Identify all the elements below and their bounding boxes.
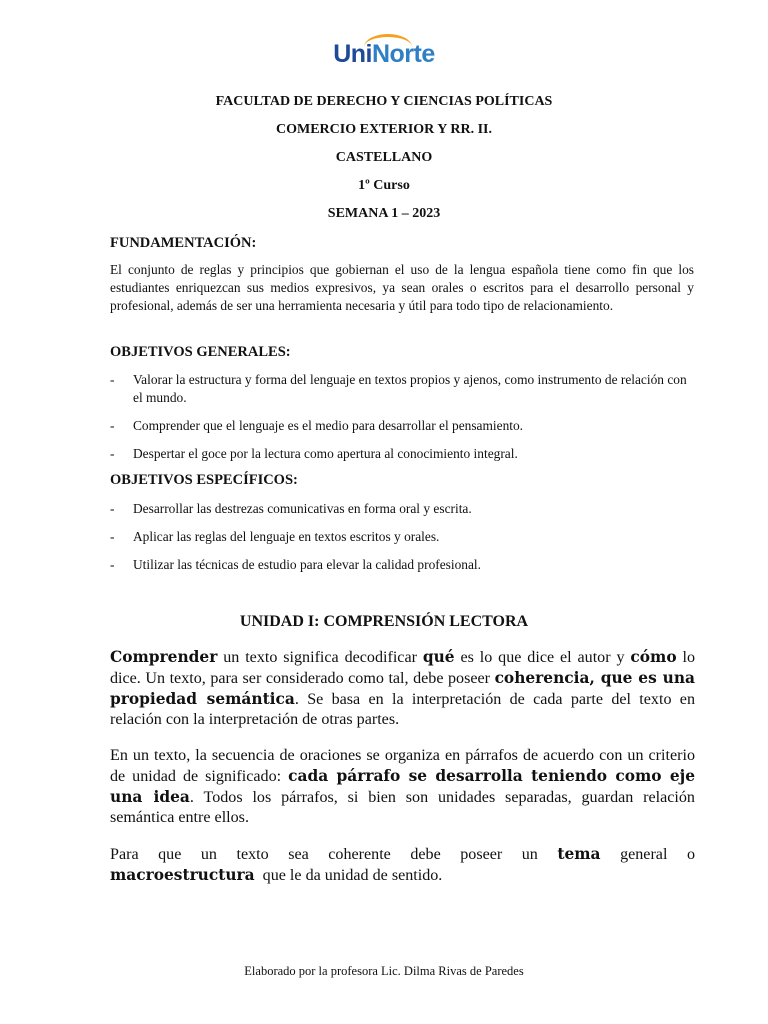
objetivos-especificos-heading: OBJETIVOS ESPECÍFICOS: — [110, 472, 298, 488]
fundamentacion-heading: FUNDAMENTACIÓN: — [110, 235, 257, 251]
body-text: En un texto, la secuencia de oraciones se organiza en párrafos de acuerdo con un criterio de unidad de significado: — [110, 747, 695, 785]
unit-title: UNIDAD I: COMPRENSIÓN LECTORA — [239, 613, 529, 630]
body-text: que le da unidad de sentido. — [254, 867, 443, 884]
list-item — [110, 445, 696, 463]
subject-title: CASTELLANO — [335, 150, 433, 165]
bold-text: coherencia, que es una propiedad semántica — [110, 669, 695, 708]
logo-arc-icon — [364, 34, 412, 47]
course-title: 1º Curso — [358, 178, 410, 193]
bold-text: macroestructura — [110, 866, 255, 884]
body-text: es lo que dice el autor y — [454, 649, 631, 666]
week-title: SEMANA 1 – 2023 — [327, 206, 441, 221]
paragraph-line — [110, 844, 695, 865]
bullet-marker: - — [110, 557, 115, 572]
list-item — [110, 500, 696, 518]
body-text: Para que un texto sea coherente debe poseer un — [110, 846, 558, 863]
fundamentacion-text: El conjunto de reglas y principios que gobiernan el uso de la lengua española tiene como fin que los estudiantes enriquezcan sus medios expresivos, ya sean orales o escritos para el desarrollo personal y profesional, además de ser una herramienta necesaria y útil para todo tipo de relacionamiento. — [110, 262, 694, 314]
bullet-marker: - — [110, 501, 115, 516]
list-item-text: Valorar la estructura y forma del lenguaje en textos propios y ajenos, como instrumento de relación con el mundo. — [133, 372, 687, 405]
bullet-marker: - — [110, 372, 115, 387]
list-item — [110, 417, 696, 435]
logo-norte: Norte — [371, 40, 435, 68]
unit-paragraph-1 — [110, 647, 695, 730]
paragraph-line — [110, 865, 695, 886]
bold-text: tema — [557, 845, 601, 863]
list-item-text: Utilizar las técnicas de estudio para elevar la calidad profesional. — [133, 557, 481, 572]
unit-paragraph-2 — [110, 746, 695, 828]
bold-text: Comprender — [110, 648, 218, 666]
list-item-text: Aplicar las reglas del lenguaje en textos escritos y orales. — [133, 529, 440, 544]
body-text: un texto significa decodificar — [217, 649, 423, 666]
page-footer: Elaborado por la profesora Lic. Dilma Rivas de Paredes — [244, 964, 524, 978]
logo-uni: Uni — [333, 40, 372, 68]
list-item — [110, 528, 696, 546]
bullet-marker: - — [110, 529, 115, 544]
faculty-title: FACULTAD DE DERECHO Y CIENCIAS POLÍTICAS — [215, 94, 553, 109]
body-text: lo dice. Un texto, para ser considerado como tal, debe poseer — [110, 649, 696, 687]
uninorte-logo — [0, 38, 768, 70]
list-item — [110, 556, 696, 574]
body-text: . Todos los párrafos, si bien son unidades separadas, guardan relación semántica entre ellos. — [110, 789, 695, 826]
list-item-text: Desarrollar las destrezas comunicativas en forma oral y escrita. — [133, 501, 472, 516]
bold-text: cada párrafo se desarrolla teniendo como eje una idea — [110, 767, 695, 806]
unit-paragraph-3 — [110, 844, 695, 886]
bullet-marker: - — [110, 446, 115, 461]
list-item — [110, 371, 696, 406]
list-item-text: Despertar el goce por la lectura como apertura al conocimiento integral. — [133, 446, 518, 461]
bullet-marker: - — [110, 418, 115, 433]
career-title: COMERCIO EXTERIOR Y RR. II. — [276, 122, 492, 137]
objetivos-generales-heading: OBJETIVOS GENERALES: — [110, 344, 291, 360]
list-item-text: Comprender que el lenguaje es el medio para desarrollar el pensamiento. — [133, 418, 524, 433]
logo-wordmark — [333, 38, 435, 70]
bold-text: qué — [422, 648, 455, 666]
body-text: general o — [600, 846, 695, 863]
bold-text: cómo — [630, 648, 677, 666]
body-text: . Se basa en la interpretación de cada parte del texto en relación con la interpretación de otras partes. — [110, 691, 695, 728]
